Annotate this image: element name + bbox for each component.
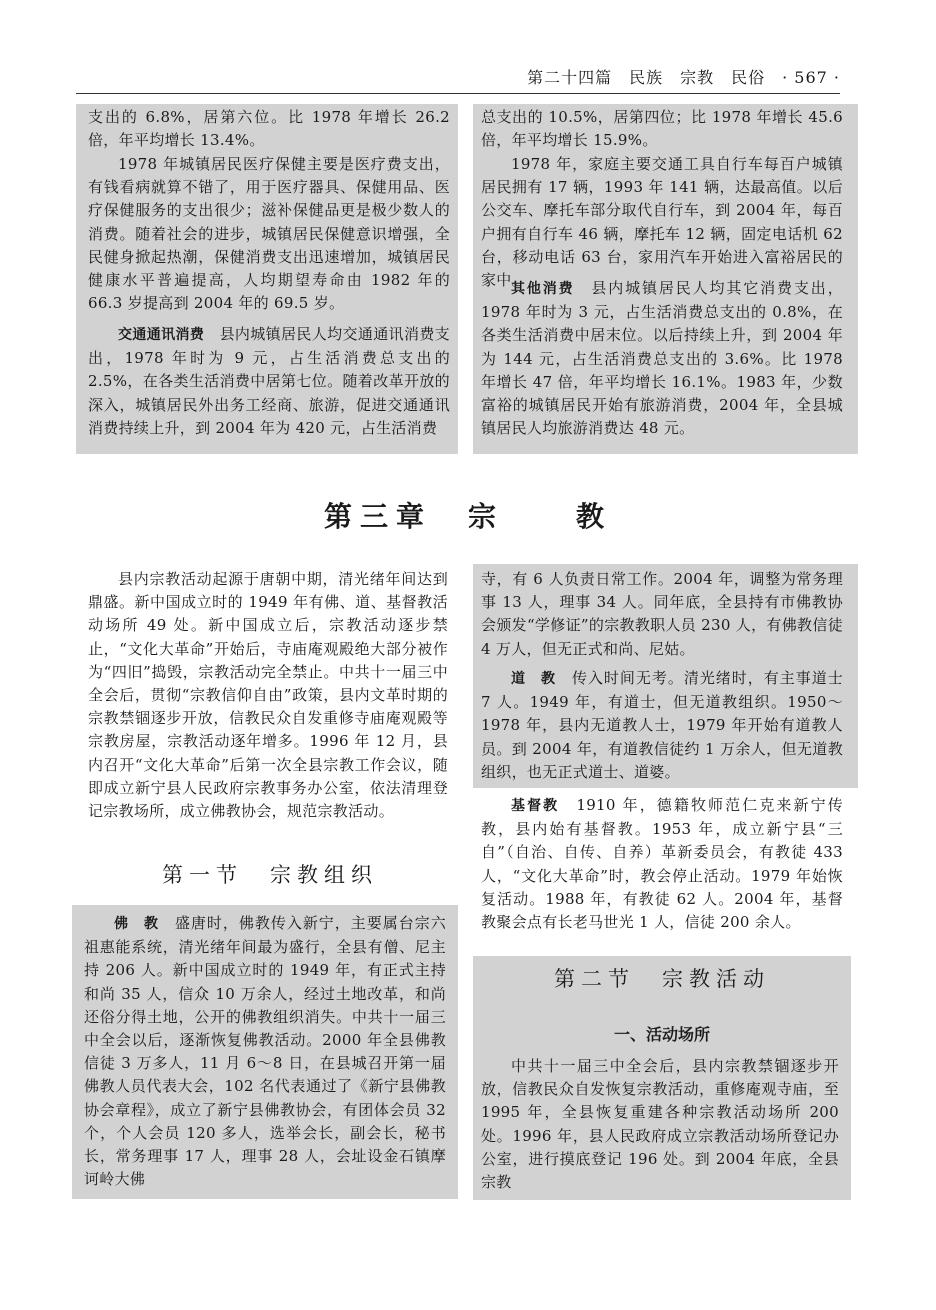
christianity-text: 1910 年，德籍牧师范仁克来新宁传教，县内始有基督教。1953 年，成立新宁县“三自”（自治、自传、自养）革新委员会，有教徒 433 人，“文化大革命”时，教会停止活动。1979 年始恢复活动。1988 年，有教徒 62 人。2004 年，基督教聚会点有长老马世光 1 人，信徒 200 余人。 <box>481 796 843 932</box>
top-right-p1-text: 总支出的 10.5%，居第四位；比 1978 年增长 45.6 倍，年平均增长 15.9%。 <box>481 108 843 150</box>
section-2-title: 第二节 宗教活动 <box>554 967 770 991</box>
taoism-paragraph <box>481 667 843 784</box>
religion-intro-paragraph <box>88 568 448 823</box>
venues-paragraph <box>481 1055 839 1194</box>
subsection-title-venues: 一、活动场所 <box>613 1025 710 1044</box>
buddhism-paragraph <box>84 912 446 1191</box>
christianity-paragraph <box>481 794 843 934</box>
buddhism-text: 盛唐时，佛教传入新宁，主要属台宗六祖惠能系统，清光绪年间最为盛行，全县有僧、尼主持 206 人。新中国成立时的 1949 年，有正式主持和尚 35 人，信众 10 万余人，经过土地改革，和尚还俗分得土地，公开的佛教组织消失。中共十一届三中全会以后，逐渐恢复佛教活动。2000 年全县佛教信徒 3 万多人，11 月 6～8 日，在县城召开第一届佛教人员代表大会，102 名代表通过了《新宁县佛教协会章程》，成立了新宁县佛教协会，有团体会员 32 个，个人会员 120 多人，选举会长，副会长，秘书长，常务理事 17 人，理事 28 人，会址设金石镇摩诃岭大佛 <box>84 914 446 1189</box>
christianity-lead: 基督教 <box>511 798 560 814</box>
buddhism-continued-text: 寺，有 6 人负责日常工作。2004 年，调整为常务理事 13 人，理事 34 人。同年底，全县持有市佛教协会颁发“学修证”的宗教教职人员 230 人，有佛教信徒 4 万人，但无正式和尚、尼姑。 <box>481 570 843 658</box>
top-left-p1-text: 支出的 6.8%，居第六位。比 1978 年增长 26.2 倍，年平均增长 13.4%。 <box>88 108 450 150</box>
transport-consumption-lead: 交通通讯消费 <box>118 327 205 343</box>
chapter-title: 第三章 宗 教 <box>323 500 612 533</box>
top-right-p3-text: 县内城镇居民人均其它消费支出，1978 年时为 3 元，占生活消费总支出的 0.8%，在各类生活消费中居末位。以后持续上升，到 2004 年为 144 元，占生活消费总支出的 3.6%。比 1978 年增长 47 倍，年平均增长 16.1%。1983 年，少数富裕的城镇居民开始有旅游消费，2004 年，全县城镇居民人均旅游消费达 48 元。 <box>481 279 843 438</box>
section-1-title: 第一节 宗教组织 <box>162 863 378 887</box>
header-rule <box>76 93 840 94</box>
buddhism-continued-paragraph <box>481 568 843 661</box>
top-right-paragraph-1 <box>481 106 843 152</box>
venues-text: 中共十一届三中全会后，县内宗教禁锢逐步开放，信教民众自发恢复宗教活动，重修庵观寺庙，至 1995 年，全县恢复重建各种宗教活动场所 200 处。1996 年，县人民政府成立宗教活动场所登记办公室，进行摸底登记 196 处。到 2004 年底，全县宗教 <box>481 1057 839 1192</box>
taoism-text: 传入时间无考。清光绪时，有主事道士 7 人。1949 年，有道士，但无道教组织。1950～1978 年，县内无道教人士，1979 年开始有道教人员。到 2004 年，有道教信徒约 1 万余人，但无道教组织，也无正式道士、道婆。 <box>481 669 843 781</box>
taoism-lead: 道 教 <box>511 671 556 687</box>
top-left-paragraph-1 <box>88 106 450 152</box>
top-left-p3-text: 县内城镇居民人均交通通讯消费支出，1978 年时为 9 元，占生活消费总支出的 2.5%，在各类生活消费中居第七位。随着改革开放的深入，城镇居民外出务工经商、旅游，促进交通通讯消费持续上升，到 2004 年为 420 元，占生活消费 <box>88 325 450 437</box>
running-header: 第二十四篇 民族 宗教 民俗 · 567 · <box>527 68 840 87</box>
buddhism-lead: 佛 教 <box>114 916 159 932</box>
top-right-p2-text: 1978 年，家庭主要交通工具自行车每百户城镇居民拥有 17 辆，1993 年 141 辆，达最高值。以后公交车、摩托车部分取代自行车，到 2004 年，每百户拥有自行车 46 辆，摩托车 12 辆，固定电话机 62 台，移动电话 63 台，家用汽车开始进入富裕居民的家中。 <box>481 155 843 290</box>
top-left-paragraph-2 <box>88 153 450 315</box>
top-right-paragraph-3 <box>481 277 843 440</box>
top-left-paragraph-3 <box>88 323 450 440</box>
top-left-p2-text: 1978 年城镇居民医疗保健主要是医疗费支出，有钱看病就算不错了，用于医疗器具、保健用品、医疗保健服务的支出很少；滋补保健品更是极少数人的消费。随着社会的进步，城镇居民保健意识增强，全民健身掀起热潮，保健消费支出迅速增加，城镇居民健康水平普遍提高，人均期望寿命由 1982 年的 66.3 岁提高到 2004 年的 69.5 岁。 <box>88 155 450 313</box>
other-consumption-lead: 其他消费 <box>511 281 575 297</box>
religion-intro-text: 县内宗教活动起源于唐朝中期，清光绪年间达到鼎盛。新中国成立时的 1949 年有佛、道、基督教活动场所 49 处。新中国成立后，宗教活动逐步禁止，“文化大革命”开始后，寺庙庵观殿绝大部分被作为“四旧”捣毁，宗教活动完全禁止。中共十一届三中全会后，贯彻“宗教信仰自由”政策，县内文革时期的宗教禁锢逐步开放，信教民众自发重修寺庙庵观殿等宗教房屋，宗教活动逐年增多。1996 年 12 月，县内召开“文化大革命”后第一次全县宗教工作会议，随即成立新宁县人民政府宗教事务办公室，依法清理登记宗教场所，成立佛教协会，规范宗教活动。 <box>88 570 448 821</box>
top-right-paragraph-2 <box>481 153 843 292</box>
